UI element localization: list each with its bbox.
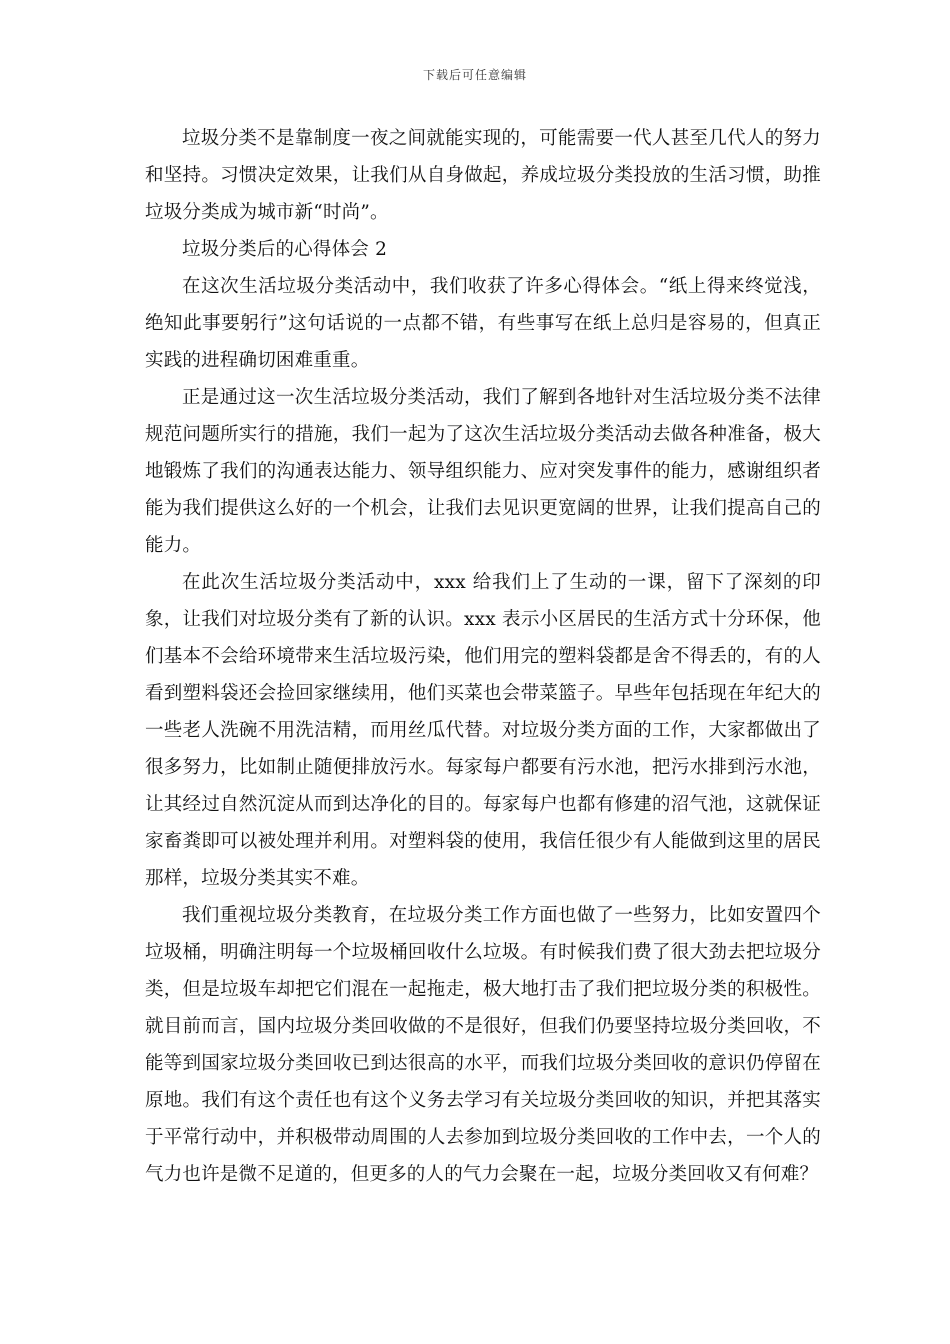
paragraph-education: 我们重视垃圾分类教育，在垃圾分类工作方面也做了一些努力，比如安置四个垃圾桶，明确注明每一个垃圾桶回收什么垃圾。有时候我们费了很大劲去把垃圾分类，但是垃圾车却把它们混在一起拖走，极大地打击了我们把垃圾分类的积极性。就目前而言，国内垃圾分类回收做的不是很好，但我们仍要坚持垃圾分类回收，不能等到国家垃圾分类回收已到达很高的水平，而我们垃圾分类回收的意识仍停留在原地。我们有这个责任也有这个义务去学习有关垃圾分类回收的知识，并把其落实于平常行动中，并积极带动周围的人去参加到垃圾分类回收的工作中去，一个人的气力也许是微不足道的，但更多的人的气力会聚在一起，垃圾分类回收又有何难？ xyxy=(145,905,821,1185)
paragraph-residents: 在此次生活垃圾分类活动中，xxx 给我们上了生动的一课，留下了深刻的印象，让我们对垃圾分类有了新的认识。xxx 表示小区居民的生活方式十分环保，他们基本不会给环境带来生活垃圾污染，他们用完的塑料袋都是舍不得丢的，有的人看到塑料袋还会捡回家继续用，他们买菜也会带菜篮子。早些年包括现在年纪大的一些老人洗碗不用洗洁精，而用丝瓜代替。对垃圾分类方面的工作，大家都做出了很多努力，比如制止随便排放污水。每家每户都要有污水池，把污水排到污水池，让其经过自然沉淀从而到达净化的目的。每家每户也都有修建的沼气池，这就保证家畜粪即可以被处理并利用。对塑料袋的使用，我信任很少有人能做到这里的居民那样，垃圾分类其实不难。 xyxy=(145,572,821,889)
page-header: 下载后可任意编辑 xyxy=(422,68,527,82)
paragraph-intro-2: 在这次生活垃圾分类活动中，我们收获了许多心得体会。“纸上得来终觉浅，绝知此事要躬行”这句话说的一点都不错，有些事写在纸上总归是容易的，但真正实践的进程确切困难重重。 xyxy=(145,276,821,371)
paragraph-activity: 正是通过这一次生活垃圾分类活动，我们了解到各地针对生活垃圾分类不法律规范问题所实行的措施，我们一起为了这次生活垃圾分类活动去做各种准备，极大地锻炼了我们的沟通表达能力、领导组织能力、应对突发事件的能力，感谢组织者能为我们提供这么好的一个机会，让我们去见识更宽阔的世界，让我们提高自己的能力。 xyxy=(145,387,821,556)
document-body xyxy=(145,120,821,1193)
section-heading: 垃圾分类后的心得体会 2 xyxy=(182,239,388,260)
paragraph-conclusion-1: 垃圾分类不是靠制度一夜之间就能实现的，可能需要一代人甚至几代人的努力和坚持。习惯决定效果，让我们从自身做起，养成垃圾分类投放的生活习惯，助推垃圾分类成为城市新“时尚”。 xyxy=(145,128,821,223)
